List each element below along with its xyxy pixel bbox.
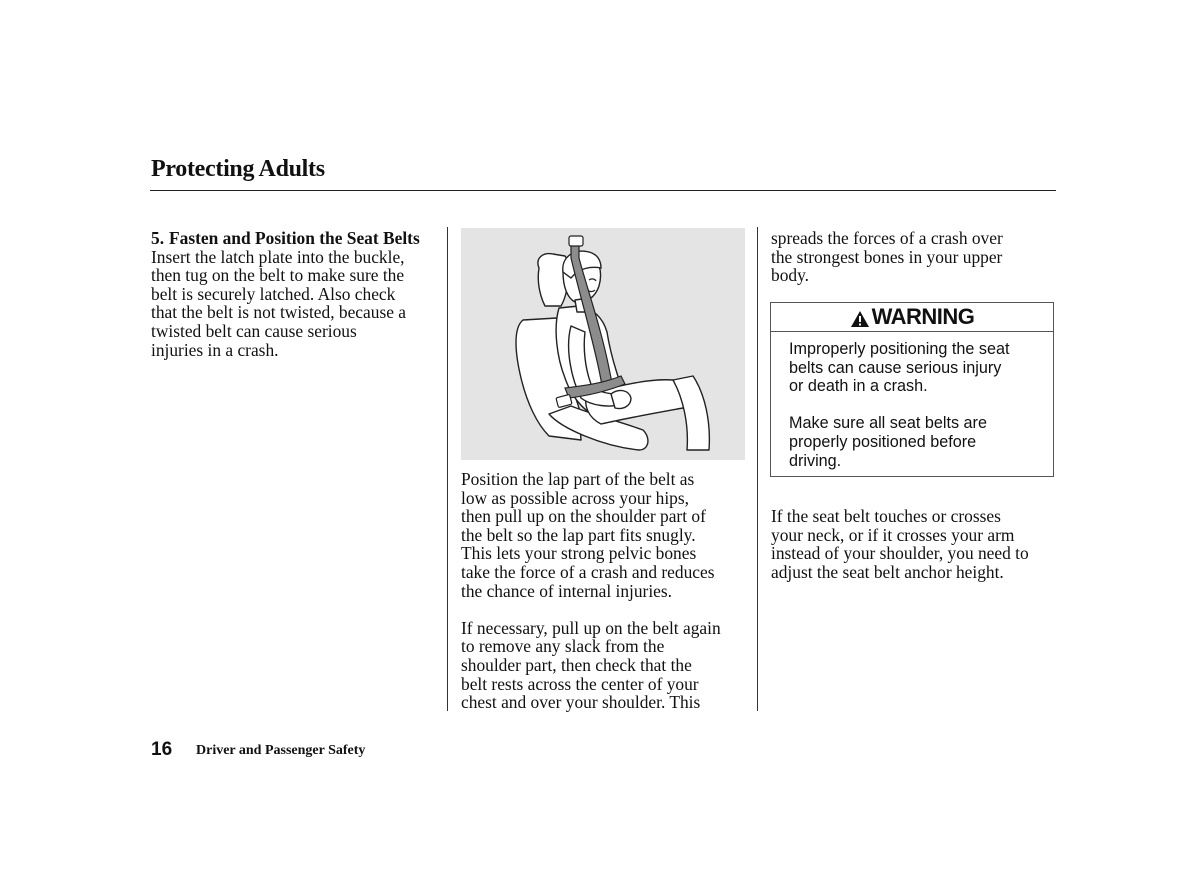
column-left [151,229,441,359]
column-divider-right [757,227,758,711]
column-right [771,229,1061,285]
section-name: Driver and Passenger Safety [196,743,366,758]
step-heading [151,229,441,248]
anchor-height-paragraph: If the seat belt touches or crosses your neck, or if it crosses your arm instead of your shoulder, you need to adjust the seat belt anchor height. [771,506,1029,582]
step-number: 5. [151,228,165,248]
warning-box [770,302,1054,477]
step-title: Fasten and Position the Seat Belts [169,228,420,248]
anchor-height-block [771,507,1061,581]
warning-text-2: Make sure all seat belts are properly positioned before driving. [789,414,987,470]
warning-triangle-icon [850,308,870,326]
title-divider [150,190,1056,191]
step-instructions: Insert the latch plate into the buckle, then tug on the belt to make sure the belt is securely latched. Also check that the belt is not twisted, because a twisted belt can cause serious injuries in a crash. [151,246,406,360]
seat-belt-icon [461,228,745,460]
warning-body [771,332,1053,470]
continued-paragraph: spreads the forces of a crash over the strongest bones in your upper body. [771,228,1003,286]
page-number: 16 [151,739,173,760]
warning-header [771,303,1053,332]
page-title: Protecting Adults [151,156,325,182]
column-middle [461,470,751,712]
seated-adult-seatbelt-illustration [461,228,745,460]
lap-belt-paragraph: Position the lap part of the belt as low as possible across your hips, then pull up on the shoulder part of the belt so the lap part fits snugly. This lets your strong pelvic bones take the force of a crash and reduces the chance of internal injuries. [461,469,715,601]
warning-text-1: Improperly positioning the seat belts can cause serious injury or death in a crash. [789,340,1010,396]
warning-title: WARNING [871,304,975,329]
shoulder-belt-paragraph: If necessary, pull up on the belt again to remove any slack from the shoulder part, then check that the belt rests across the center of your chest and over your shoulder. This [461,617,721,713]
column-divider-left [447,227,448,711]
